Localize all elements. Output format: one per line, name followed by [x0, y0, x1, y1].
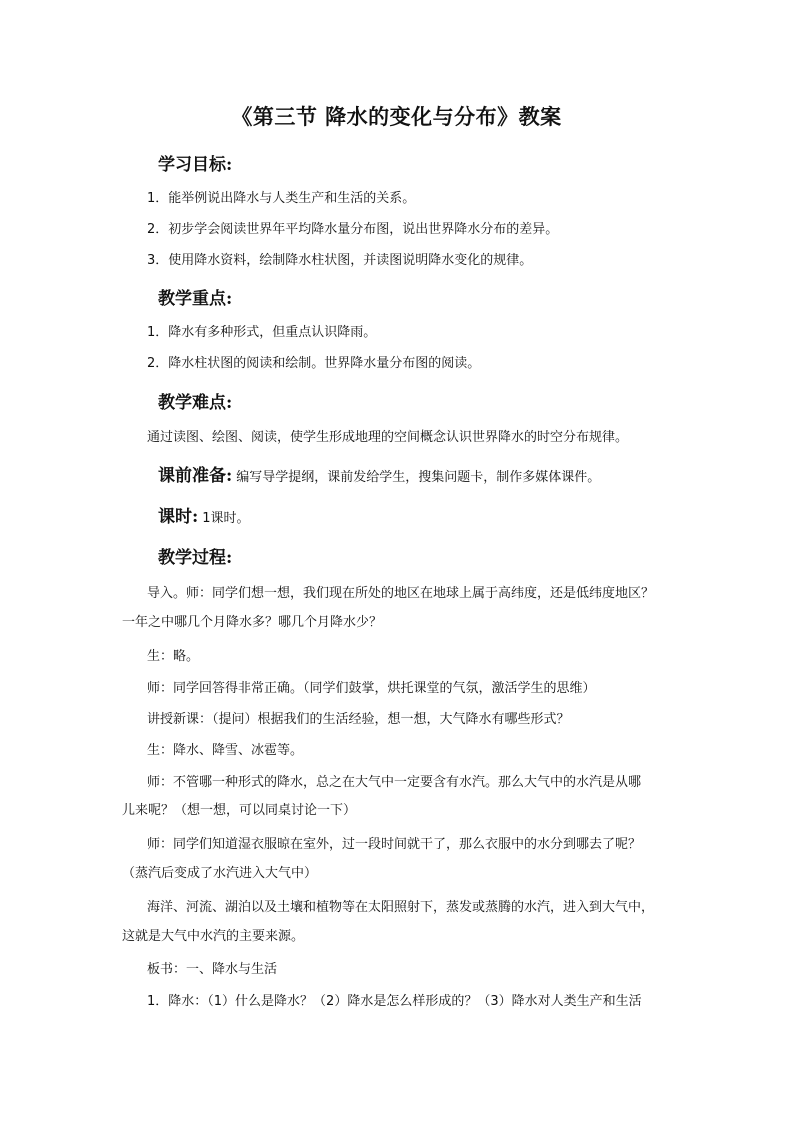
process-line-7: 师：不管哪一种形式的降水，总之在大气中一定要含有水汽。那么大气中的水汽是从哪 [147, 775, 642, 790]
difficulties-heading: 教学难点: [158, 393, 233, 413]
process-line-1: 导入。师：同学们想一想，我们现在所处的地区在地球上属于高纬度，还是低纬度地区？ [147, 586, 655, 601]
process-line-5: 讲授新课：（提问）根据我们的生活经验，想一想，大气降水有哪些形式？ [147, 712, 570, 727]
process-line-2: 一年之中哪几个月降水多？哪几个月降水少？ [122, 615, 383, 630]
process-line-11: 海洋、河流、湖泊以及土壤和植物等在太阳照射下，蒸发或蒸腾的水汽，进入到大气中， [147, 900, 655, 915]
process-line-14: 1．降水：（1）什么是降水？（2）降水是怎么样形成的？（3）降水对人类生产和生活 [147, 994, 642, 1009]
key-point-item-1: 1．降水有多种形式，但重点认识降雨。 [147, 325, 377, 340]
document-title: 《第三节 降水的变化与分布》教案 [231, 104, 562, 129]
process-line-3: 生：略。 [147, 649, 200, 664]
duration-label: 课时: [158, 507, 199, 527]
objective-item-1: 1．能举例说出降水与人类生产和生活的关系。 [147, 191, 416, 206]
process-line-13: 板书：一、降水与生活 [147, 962, 278, 977]
difficulties-text: 通过读图、绘图、阅读，使学生形成地理的空间概念认识世界降水的时空分布规律。 [147, 430, 629, 445]
process-line-8: 儿来呢？（想一想，可以同桌讨论一下） [122, 803, 357, 818]
preparation-row [158, 461, 600, 486]
process-line-10: （蒸汽后变成了水汽进入大气中） [122, 866, 318, 881]
preparation-label: 课前准备: [158, 466, 233, 486]
process-line-12: 这就是大气中水汽的主要来源。 [122, 929, 305, 944]
process-line-6: 生：降水、降雪、冰雹等。 [147, 743, 304, 758]
preparation-text: 编写导学提纲，课前发给学生，搜集问题卡，制作多媒体课件。 [236, 470, 601, 485]
process-line-9: 师：同学们知道湿衣服晾在室外，过一段时间就干了，那么衣服中的水分到哪去了呢？ [147, 837, 642, 852]
duration-text: 1课时。 [202, 511, 250, 526]
process-line-4: 师：同学回答得非常正确。（同学们鼓掌，烘托课堂的气氛，激活学生的思维） [147, 681, 596, 696]
objective-item-3: 3．使用降水资料，绘制降水柱状图，并读图说明降水变化的规律。 [147, 253, 533, 268]
key-point-item-2: 2．降水柱状图的阅读和绘制。世界降水量分布图的阅读。 [147, 356, 481, 371]
key-points-heading: 教学重点: [158, 289, 233, 309]
process-heading: 教学过程: [158, 548, 233, 568]
objectives-heading: 学习目标: [158, 155, 233, 175]
duration-row [158, 502, 250, 527]
objective-item-2: 2．初步学会阅读世界年平均降水量分布图，说出世界降水分布的差异。 [147, 222, 559, 237]
